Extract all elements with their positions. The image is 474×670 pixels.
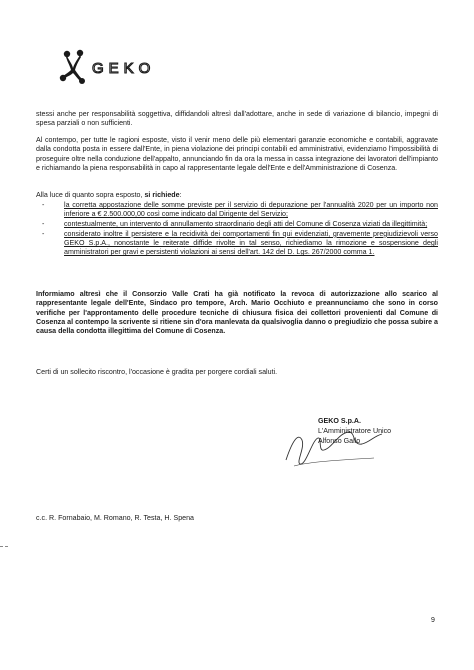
logo-wordmark: GEKO	[92, 60, 156, 77]
request-intro-text: Alla luce di quanto sopra esposto,	[36, 191, 145, 199]
list-item	[38, 201, 438, 220]
geko-logo	[58, 48, 173, 88]
request-item-text: contestualmente, un intervento di annullamento straordinario degli atti del Comune di Cosenza viziati da illegittimità;	[64, 220, 428, 229]
request-list	[38, 201, 438, 258]
request-item-text: la corretta appostazione delle somme previste per il servizio di depurazione per l'annualità 2020 per un importo non inferiore a € 2.500.000,00 così come indicato dal Dirigente del Servizio;	[64, 201, 438, 219]
signature-block	[296, 416, 426, 446]
list-item	[38, 220, 438, 229]
paragraph-closing: Certi di un sollecito riscontro, l'occasione è gradita per porgere cordiali saluti.	[36, 368, 278, 376]
signature-company: GEKO S.p.A.	[318, 417, 361, 425]
list-dash: -	[42, 201, 45, 209]
request-intro-colon: :	[179, 191, 182, 199]
request-item-text: considerato inoltre il persistere e la recidività dei comportamenti fin qui evidenziati, gravemente pregiudizievoli verso GEKO S.p.A., nonostante le reiterate diffide rivolte in tal senso, richiediamo la rimozione e sospensione degli amministratori per gravi e persistenti violazioni ai sensi dell'art. 142 del D. Lgs. 267/2000 comma 1.	[64, 229, 438, 257]
paragraph-contempo: Al contempo, per tutte le ragioni esposte, visto il venir meno delle più elementari garanzie economiche e contabili, aggravate dalla condotta posta in essere dall'Ente, in piena violazione dei principi contabili ed amministrativi, evidenziamo l'impossibilità di proseguire oltre nella conduzione dell'appalto, annunciando fin da ora la messa in cassa integrazione dei lavoratori dell'impianto e richiamando la piena responsabilità in capo al rappresentante legale dell'Ente e dell'Amministrazione di Cosenza.	[36, 136, 438, 172]
list-dash: -	[42, 220, 45, 229]
paragraph-informiamo: Informiamo altresì che il Consorzio Valle Crati ha già notificato la revoca di autorizzazione allo scarico al rappresentante legale dell'Ente, Sindaco pro tempore, Arch. Mario Occhiuto e preannunciamo che sono in corso verifiche per l'approntamento delle procedure tecniche di chiusura fisica dei collettori provenienti dal Comune di Cosenza al contempo la scrivente si ritiene sin d'ora manlevata da qualsivoglia danno o pregiudizio che possa subire a causa della condotta illegittima del Comune di Cosenza.	[36, 290, 438, 336]
carbon-copy-line: c.c. R. Fornabaio, M. Romano, R. Testa, H. Spena	[36, 514, 194, 522]
list-item	[38, 230, 438, 258]
signature-role: L'Amministratore Unico	[318, 427, 392, 435]
list-dash: -	[42, 229, 45, 238]
signature-name: Alfonso Gallo	[318, 437, 361, 445]
paragraph-continuation: stessi anche per responsabilità soggettiva, diffidandoli altresì dall'adottare, anche in sede di variazione di bilancio, impegni di spesa parziali o non sufficienti.	[36, 110, 438, 128]
paragraph-request-intro	[36, 191, 438, 200]
request-intro-bold: si richiede	[144, 191, 180, 199]
margin-mark	[0, 546, 8, 547]
page-number: 9	[431, 617, 435, 624]
